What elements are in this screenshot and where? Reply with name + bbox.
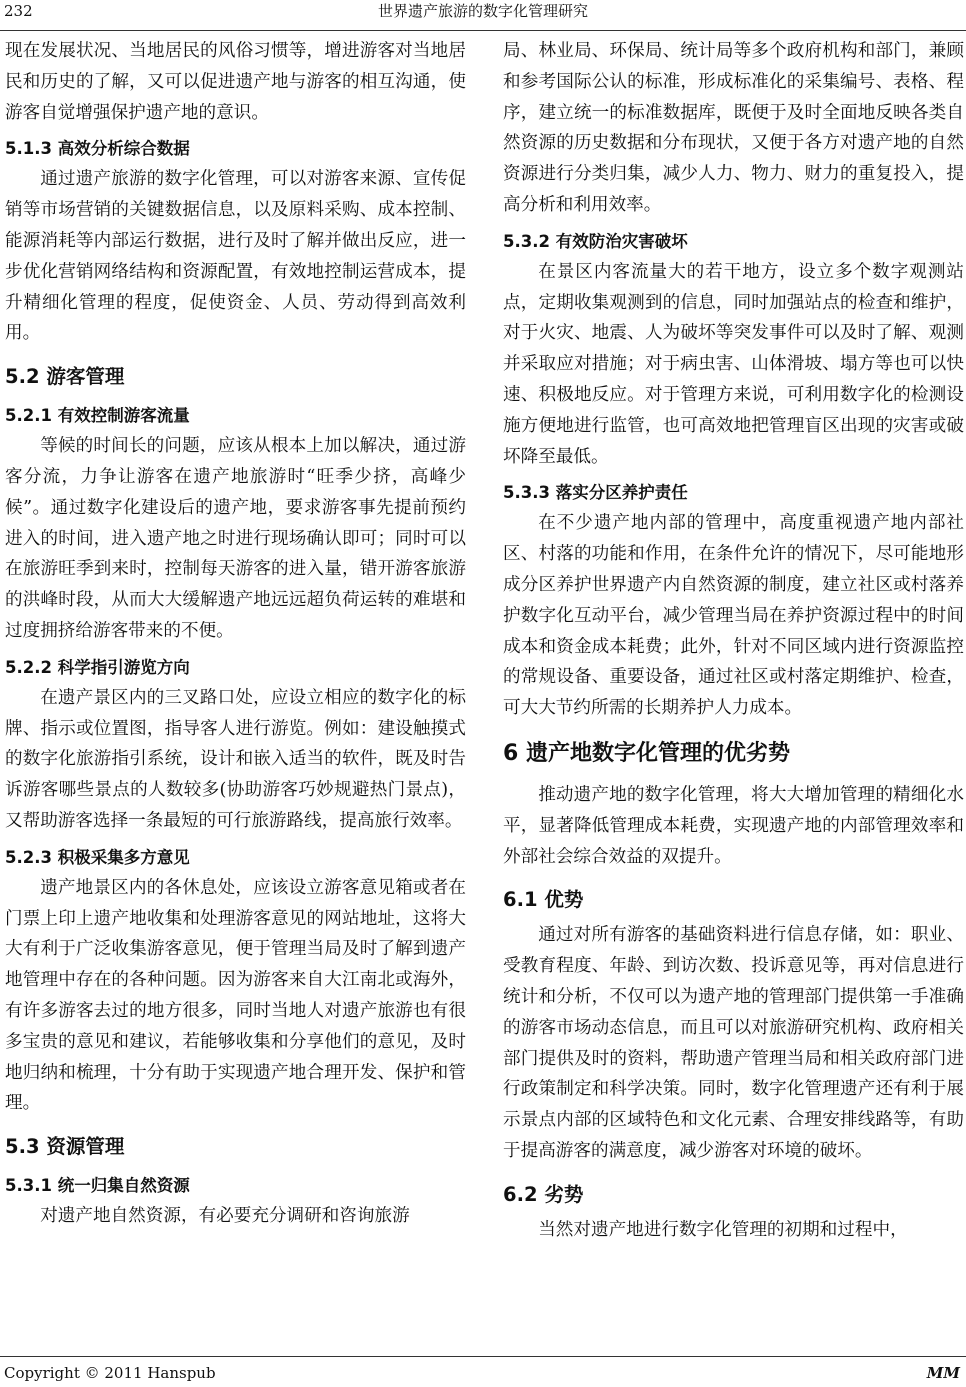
heading-5-1-3: 5.1.3 高效分析综合数据 (5, 139, 190, 159)
paragraph-5-3-1: 对遗产地自然资源，有必要充分调研和咨询旅游 (40, 1206, 410, 1227)
heading-5-2-2: 5.2.2 科学指引游览方向 (5, 657, 190, 677)
paragraph-5-1-3: 通过遗产旅游的数字化管理，可以对游客来源、宣传促销等市场营销的关键数据信息，以及原料采购、成本控制、能源消耗等内部运行数据，进行及时了解并做出反应，进一步优化营销网络结构和资源配置，有效地控制运营成本，提升精细化管理的程度，促使资金、人员、劳动得到高效利用。 (5, 169, 466, 344)
paragraph-5-3-2: 在景区内客流量大的若干地方，设立多个数字观测站点，定期收集观测到的信息，同时加强站点的检查和维护，对于火灾、地震、人为破坏等突发事件可以及时了解、观测并采取应对措施；对于病虫害、山体滑坡、塌方等也可以快速、积极地反应。对于管理方来说，可利用数字化的检测设施方便地进行监管，也可高效地把管理盲区出现的灾害或破坏降至最低。 (503, 261, 964, 467)
paragraph-5-2-3: 遗产地景区内的各休息处，应该设立游客意见箱或者在门票上印上遗产地收集和处理游客意见的网站地址，这将大大有利于广泛收集游客意见，便于管理当局及时了解到遗产地管理中存在的各种问题。因为游客来自大江南北或海外，有许多游客去过的地方很多，同时当地人对遗产旅游也有很多宝贵的意见和建议，若能够收集和分享他们的意见，及时地归纳和梳理，十分有助于实现遗产地合理开发、保护和管理。 (5, 877, 466, 1114)
page-header (0, 0, 966, 31)
paragraph-6-2: 当然对遗产地进行数字化管理的初期和过程中， (538, 1219, 908, 1240)
left-column (5, 36, 466, 1232)
heading-5-2: 5.2 游客管理 (5, 365, 125, 389)
right-column (503, 36, 964, 1246)
paragraph-continued: 现在发展状况、当地居民的风俗习惯等，增进游客对当地居民和历史的了解，又可以促进遗产地与游客的相互沟通，使游客自觉增强保护遗产地的意识。 (5, 41, 466, 123)
heading-5-2-1: 5.2.1 有效控制游客流量 (5, 406, 190, 426)
heading-5-3-1: 5.3.1 统一归集自然资源 (5, 1176, 190, 1196)
heading-6: 6 遗产地数字化管理的优劣势 (503, 740, 790, 766)
journal-abbreviation: MM (926, 1364, 960, 1382)
heading-5-2-3: 5.2.3 积极采集多方意见 (5, 847, 190, 867)
page-footer (0, 1356, 966, 1387)
heading-5-3-2: 5.3.2 有效防治灾害破坏 (503, 231, 688, 251)
paragraph-6: 推动遗产地的数字化管理，将大大增加管理的精细化水平，显著降低管理成本耗费，实现遗产地的内部管理效率和外部社会综合效益的双提升。 (503, 784, 964, 867)
heading-6-2: 6.2 劣势 (503, 1182, 584, 1206)
paragraph-6-1: 通过对所有游客的基础资料进行信息存储，如：职业、受教育程度、年龄、到访次数、投诉意见等，再对信息进行统计和分析，不仅可以为遗产地的管理部门提供第一手准确的游客市场动态信息，而且可以对旅游研究机构、政府相关部门提供及时的资料，帮助遗产管理当局和相关政府部门进行政策制定和科学决策。同时，数字化管理遗产还有利于展示景点内部的区域特色和文化元素、合理安排线路等，有助于提高游客的满意度，减少游客对环境的破坏。 (503, 925, 964, 1161)
copyright-notice: Copyright © 2011 Hanspub (4, 1364, 216, 1382)
page-number: 232 (4, 2, 33, 20)
paragraph-continued: 局、林业局、环保局、统计局等多个政府机构和部门，兼顾和参考国际公认的标准，形成标准化的采集编号、表格、程序，建立统一的标准数据库，既便于及时全面地反映各类自然资源的历史数据和分布现状，又便于各方对遗产地的自然资源进行分类归集，减少人力、物力、财力的重复投入，提高分析和利用效率。 (503, 41, 964, 215)
heading-5-3: 5.3 资源管理 (5, 1135, 125, 1159)
heading-6-1: 6.1 优势 (503, 888, 584, 912)
paragraph-5-3-3: 在不少遗产地内部的管理中，高度重视遗产地内部社区、村落的功能和作用，在条件允许的情况下，尽可能地形成分区养护世界遗产内自然资源的制度，建立社区或村落养护数字化互动平台，减少管理当局在养护资源过程中的时间成本和资金成本耗费；此外，针对不同区域内进行资源监控的常规设备、重要设备，通过社区或村落定期维护、检查，可大大节约所需的长期养护人力成本。 (503, 513, 964, 719)
paragraph-5-2-1: 等候的时间长的问题，应该从根本上加以解决，通过游客分流，力争让游客在遗产地旅游时“旺季少挤，高峰少候”。通过数字化建设后的遗产地，要求游客事先提前预约进入的时间，进入遗产地之时进行现场确认即可；同时可以在旅游旺季到来时，控制每天游客的进入量，错开游客旅游的洪峰时段，从而大大缓解遗产地远远超负荷运转的难堪和过度拥挤给游客带来的不便。 (5, 436, 466, 641)
heading-5-3-3: 5.3.3 落实分区养护责任 (503, 483, 688, 503)
paragraph-5-2-2: 在遗产景区内的三叉路口处，应设立相应的数字化的标牌、指示或位置图，指导客人进行游览。例如：建设触摸式的数字化旅游指引系统，设计和嵌入适当的软件，既及时告诉游客哪些景点的人数较多(协助游客巧妙规避热门景点)，又帮助游客选择一条最短的可行旅游路线，提高旅行效率。 (5, 687, 466, 831)
running-title: 世界遗产旅游的数字化管理研究 (377, 2, 588, 20)
